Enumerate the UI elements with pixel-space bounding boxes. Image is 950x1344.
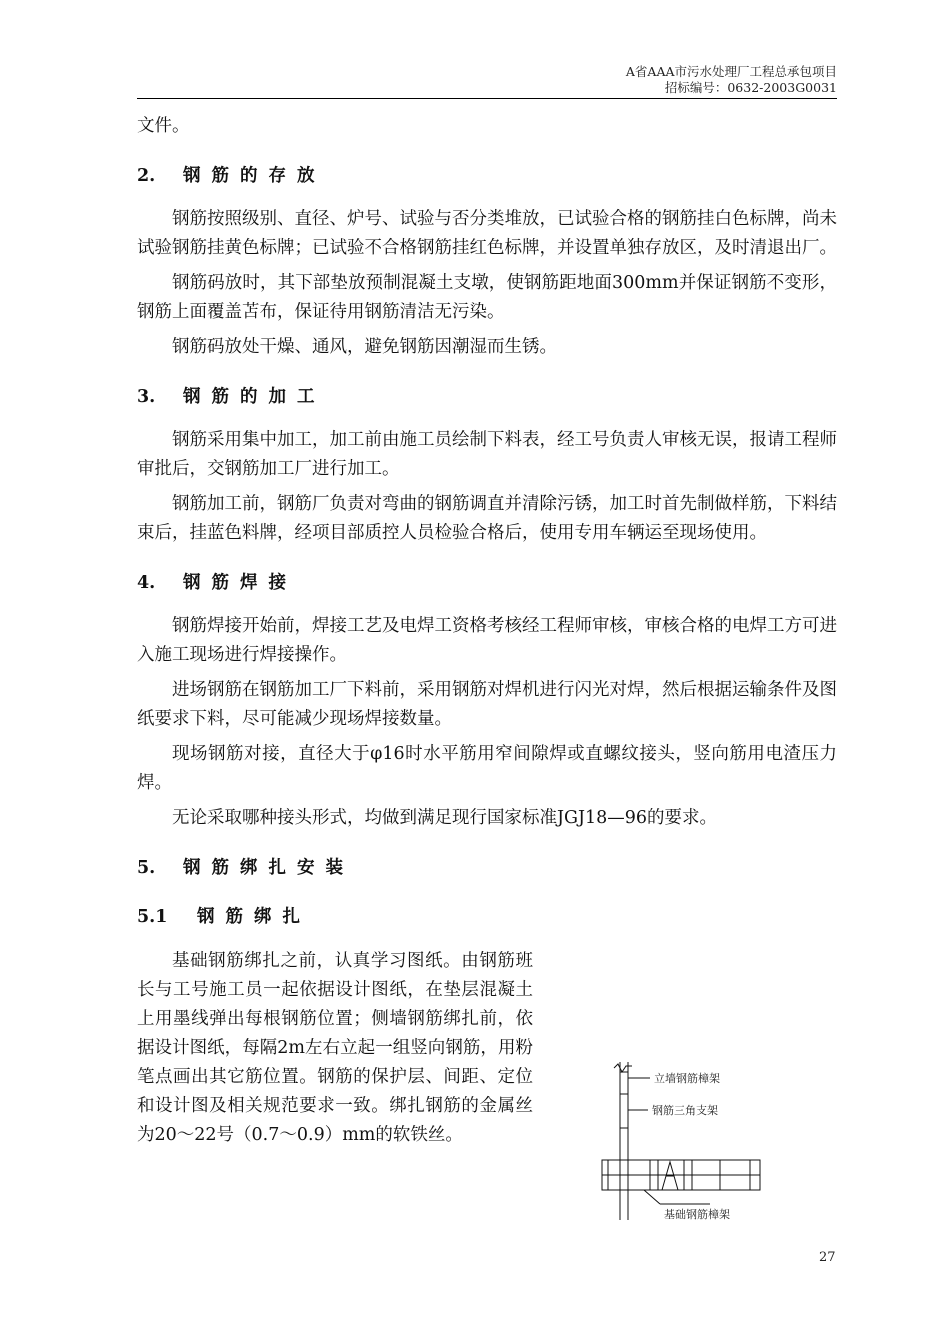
paragraph: 无论采取哪种接头形式，均做到满足现行国家标准JGJ18—96的要求。 <box>172 808 718 828</box>
subsection-number: 5.1 <box>137 907 168 927</box>
figure-label-triangle-support: 钢筋三角支架 <box>652 1104 718 1117</box>
paragraph: 进场钢筋在钢筋加工厂下料前，采用钢筋对焊机进行闪光对焊，然后根据运输条件及图纸要求下料，尽可能减少现场焊接数量。 <box>137 680 837 729</box>
rebar-support-diagram <box>600 1058 770 1228</box>
paragraph: 钢筋加工前，钢筋厂负责对弯曲的钢筋调直并清除污锈，加工时首先制做样筋，下料结束后，挂蓝色料牌，经项目部质控人员检验合格后，使用专用车辆运至现场使用。 <box>137 494 837 543</box>
subsection-title: 钢筋绑扎 <box>197 907 311 927</box>
section-title: 钢筋焊接 <box>183 573 297 593</box>
page-header <box>626 64 837 96</box>
header-project-title: A省AAA市污水处理厂工程总承包项目 <box>625 64 837 79</box>
section-heading-processing <box>137 383 837 412</box>
section-title: 钢筋的存放 <box>183 166 326 186</box>
figure-label-base-frame: 基础钢筋樟架 <box>664 1208 730 1221</box>
section-heading-storage <box>137 162 837 191</box>
section-title: 钢筋的加工 <box>183 387 326 407</box>
paragraph: 钢筋码放时，其下部垫放预制混凝土支墩，使钢筋距地面300mm并保证钢筋不变形，钢筋上面覆盖苫布，保证待用钢筋清洁无污染。 <box>137 273 837 322</box>
subsection-heading-binding <box>137 903 837 932</box>
section-title: 钢筋绑扎安装 <box>183 858 354 878</box>
header-divider <box>137 98 837 99</box>
section-number: 5. <box>137 858 156 878</box>
section-heading-binding-installation <box>137 854 837 883</box>
paragraph: 基础钢筋绑扎之前，认真学习图纸。由钢筋班长与工号施工员一起依据设计图纸，在垫层混凝土上用墨线弹出每根钢筋位置；侧墙钢筋绑扎前，依据设计图纸，每隔2m左右立起一组竖向钢筋，用粉笔点画出其它筋位置。钢筋的保护层、间距、定位和设计图及相关规范要求一致。绑扎钢筋的金属丝为20～22号（0.7～0.9）mm的软铁丝。 <box>137 951 533 1145</box>
section-number: 3. <box>137 387 156 407</box>
continuation-text: 文件。 <box>137 116 190 136</box>
figure-label-wall-frame: 立墙钢筋樟架 <box>654 1072 720 1085</box>
section-heading-welding <box>137 569 837 598</box>
page-number: 27 <box>819 1250 836 1265</box>
paragraph: 钢筋码放处干燥、通风，避免钢筋因潮湿而生锈。 <box>172 337 557 357</box>
paragraph: 钢筋按照级别、直径、炉号、试验与否分类堆放，已试验合格的钢筋挂白色标牌，尚未试验钢筋挂黄色标牌；已试验不合格钢筋挂红色标牌，并设置单独存放区，及时清退出厂。 <box>137 209 837 258</box>
header-tender-number: 招标编号：0632-2003G0031 <box>664 80 837 95</box>
paragraph: 现场钢筋对接，直径大于φ16时水平筋用窄间隙焊或直螺纹接头，竖向筋用电渣压力焊。 <box>137 744 837 793</box>
paragraph: 钢筋焊接开始前，焊接工艺及电焊工资格考核经工程师审核，审核合格的电焊工方可进入施工现场进行焊接操作。 <box>137 616 837 665</box>
page-body <box>137 112 837 1156</box>
section-number: 4. <box>137 573 156 593</box>
paragraph: 钢筋采用集中加工，加工前由施工员绘制下料表，经工号负责人审核无误，报请工程师审批后，交钢筋加工厂进行加工。 <box>137 430 837 479</box>
section-number: 2. <box>137 166 156 186</box>
